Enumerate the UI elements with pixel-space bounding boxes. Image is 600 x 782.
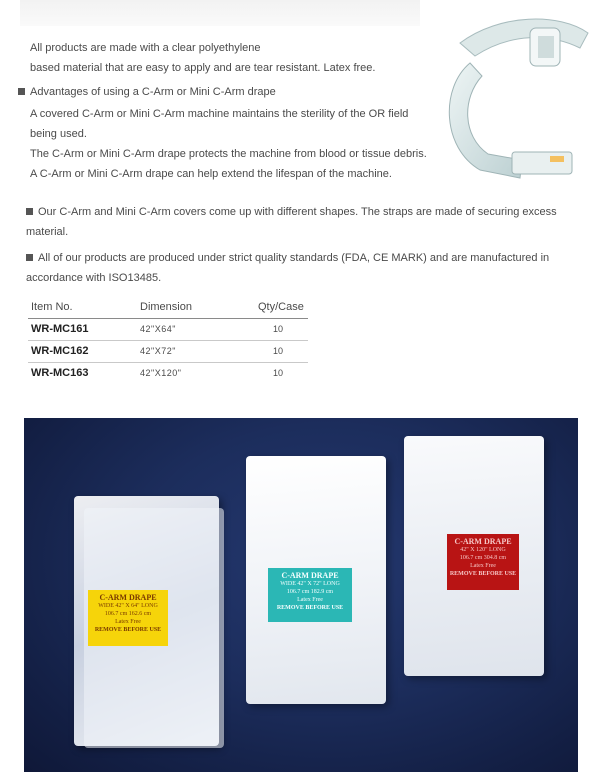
table-header-row (28, 298, 308, 319)
shapes-paragraph (26, 202, 561, 242)
intro-paragraph (30, 38, 375, 78)
label-title: C-ARM DRAPE (454, 537, 512, 546)
label-metric: 106.7 cm 182.9 cm (286, 589, 334, 595)
label-latex: Latex Free (297, 597, 323, 603)
dimension-cell: 42"X72" (140, 346, 176, 356)
item-no-cell: WR-MC161 (31, 323, 89, 335)
label-size: WIDE 42" X 72" LONG (280, 581, 340, 587)
top-banner-strip (20, 0, 420, 26)
qty-cell: 10 (272, 346, 283, 356)
square-bullet-icon (26, 254, 33, 261)
label-latex: Latex Free (115, 619, 141, 625)
qty-cell: 10 (272, 368, 283, 378)
quality-paragraph (26, 248, 561, 288)
advantages-line-1: A covered C-Arm or Mini C-Arm machine maintains the sterility of the OR field (30, 108, 409, 120)
label-size: 42" X 120" LONG (460, 547, 506, 553)
label-title: C-ARM DRAPE (281, 571, 339, 580)
drape-label-teal (268, 568, 352, 622)
shapes-text: Our C-Arm and Mini C-Arm covers come up with different shapes. The straps are made of securing excess material. (26, 206, 557, 238)
square-bullet-icon (18, 88, 25, 95)
product-photo (24, 418, 578, 772)
table-row (28, 363, 308, 384)
label-latex: Latex Free (470, 563, 496, 569)
square-bullet-icon (26, 208, 33, 215)
advantages-heading (18, 82, 276, 102)
advantages-heading-text: Advantages of using a C-Arm or Mini C-Arm drape (30, 86, 276, 98)
advantages-line-2: being used. (30, 128, 87, 140)
dimension-cell: 42"X64" (140, 324, 176, 334)
intro-line-1: All products are made with a clear polyethylene (30, 42, 261, 54)
item-no-cell: WR-MC162 (31, 345, 89, 357)
drape-label-red (447, 534, 519, 590)
table-row (28, 341, 308, 363)
advantages-line-3: The C-Arm or Mini C-Arm drape protects the machine from blood or tissue debris. (30, 148, 427, 160)
quality-text: All of our products are produced under strict quality standards (FDA, CE MARK) and are manufactured in accordance with ISO13485. (26, 252, 550, 284)
label-warning: REMOVE BEFORE USE (276, 605, 344, 611)
label-metric: 106.7 cm 162.6 cm (104, 611, 152, 617)
drape-label-yellow (88, 590, 168, 646)
intro-line-2: based material that are easy to apply and are tear resistant. Latex free. (30, 62, 376, 74)
item-no-cell: WR-MC163 (31, 367, 89, 379)
label-metric: 106.7 cm 304.8 cm (459, 555, 507, 561)
table-row (28, 319, 308, 341)
label-warning: REMOVE BEFORE USE (94, 627, 162, 633)
label-size: WIDE 42" X 64" LONG (98, 603, 158, 609)
advantages-line-4: A C-Arm or Mini C-Arm drape can help extend the lifespan of the machine. (30, 168, 392, 180)
advantages-body (30, 104, 427, 184)
label-title: C-ARM DRAPE (99, 593, 157, 602)
product-table (28, 298, 308, 384)
header-item-no: Item No. (31, 301, 73, 313)
header-qty-case: Qty/Case (258, 301, 304, 313)
c-arm-machine-image (430, 8, 595, 193)
label-warning: REMOVE BEFORE USE (449, 571, 517, 577)
dimension-cell: 42"X120" (140, 368, 182, 378)
header-dimension: Dimension (140, 301, 192, 313)
qty-cell: 10 (272, 324, 283, 334)
